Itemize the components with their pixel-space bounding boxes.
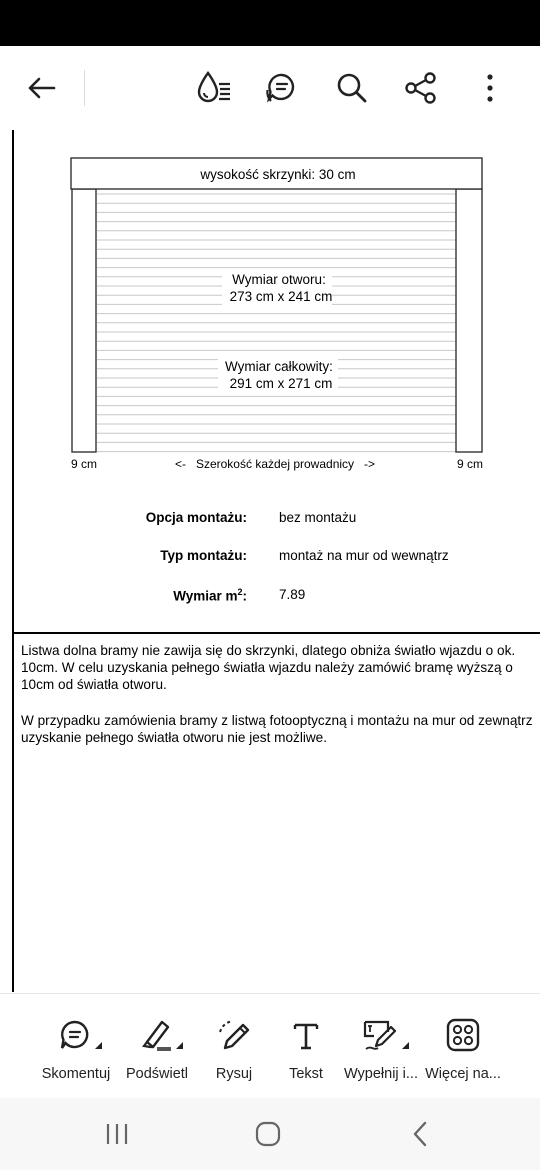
spec-label: Typ montażu: <box>160 548 247 563</box>
share-button[interactable] <box>397 64 445 112</box>
search-button[interactable] <box>328 64 376 112</box>
home-button[interactable] <box>238 1116 298 1152</box>
left-rail-width: 9 cm <box>70 457 98 471</box>
right-rail-width: 9 cm <box>456 457 484 471</box>
nav-back-button[interactable] <box>390 1116 450 1152</box>
tool-comment[interactable] <box>31 1016 121 1082</box>
opening-value: 273 cm x 241 cm <box>229 289 333 304</box>
expand-indicator <box>95 1042 102 1049</box>
box-height-label: wysokość skrzynki: 30 cm <box>200 167 356 182</box>
home-icon <box>254 1120 282 1148</box>
draw-pencil-icon <box>216 1018 252 1052</box>
comment-icon <box>59 1019 93 1051</box>
spec-value: bez montażu <box>279 510 357 525</box>
spec-label: Opcja montażu: <box>145 510 247 525</box>
tool-label: Skomentuj <box>41 1066 111 1082</box>
note-paragraph: W przypadku zamówienia bramy z listwą fotooptyczną i montażu na mur od zewnątrz uzyskanie pełnego światła otworu nie jest możliwe. <box>21 713 533 745</box>
top-toolbar <box>0 46 540 130</box>
back-arrow-icon <box>26 76 56 100</box>
recent-apps-icon <box>104 1122 130 1146</box>
section-divider <box>12 632 540 634</box>
fill-sign-icon <box>362 1018 400 1052</box>
left-rail <box>72 189 96 452</box>
comment-list-icon <box>264 71 300 105</box>
rail-width-caption: <- Szerokość każdej prowadnicy -> <box>174 457 376 471</box>
right-rail <box>456 189 482 452</box>
gate-slats <box>97 194 456 452</box>
spec-value: montaż na mur od wewnątrz <box>279 548 449 563</box>
tool-label: Wypełnij i... <box>343 1066 418 1082</box>
share-icon <box>404 71 438 105</box>
liquid-mode-icon <box>196 71 232 105</box>
highlight-pen-icon <box>139 1018 175 1052</box>
gate-diagram <box>0 130 540 480</box>
opening-label: Wymiar otworu: <box>232 272 326 287</box>
tool-label: Więcej na... <box>425 1066 501 1082</box>
toolbar-separator <box>84 70 85 106</box>
total-label: Wymiar całkowity: <box>225 359 333 374</box>
expand-indicator <box>402 1042 409 1049</box>
text-t-icon <box>291 1019 321 1051</box>
bottom-toolbar <box>0 993 540 1098</box>
liquid-mode-button[interactable] <box>190 64 238 112</box>
spec-value: 7.89 <box>279 587 306 602</box>
note-paragraph: Listwa dolna bramy nie zawija się do skrzynki, dlatego obniża światło wjazdu o ok. 10cm. W celu uzyskania pełnego światła wjazdu należy zamówić bramę wyższą o 10cm od światła otworu. <box>21 643 516 692</box>
pdf-page[interactable] <box>0 130 540 992</box>
spec-label-area: Wymiar $m^2$: <box>173 587 247 604</box>
back-button[interactable] <box>17 64 65 112</box>
nav-back-icon <box>410 1120 430 1148</box>
tool-more[interactable] <box>418 1016 508 1082</box>
tool-label: Rysuj <box>215 1066 253 1082</box>
tool-label: Tekst <box>289 1066 323 1082</box>
total-value: 291 cm x 271 cm <box>229 376 333 391</box>
status-bar <box>0 0 540 46</box>
more-options-button[interactable] <box>466 64 514 112</box>
tool-fill-sign[interactable] <box>336 1016 426 1082</box>
more-vertical-icon <box>485 73 495 103</box>
search-icon <box>336 72 368 104</box>
tool-label: Podświetl <box>125 1066 189 1082</box>
more-tools-grid-icon <box>446 1018 480 1052</box>
system-navigation-bar <box>0 1098 540 1170</box>
comments-button[interactable] <box>258 64 306 112</box>
recent-apps-button[interactable] <box>87 1116 147 1152</box>
expand-indicator <box>176 1042 183 1049</box>
